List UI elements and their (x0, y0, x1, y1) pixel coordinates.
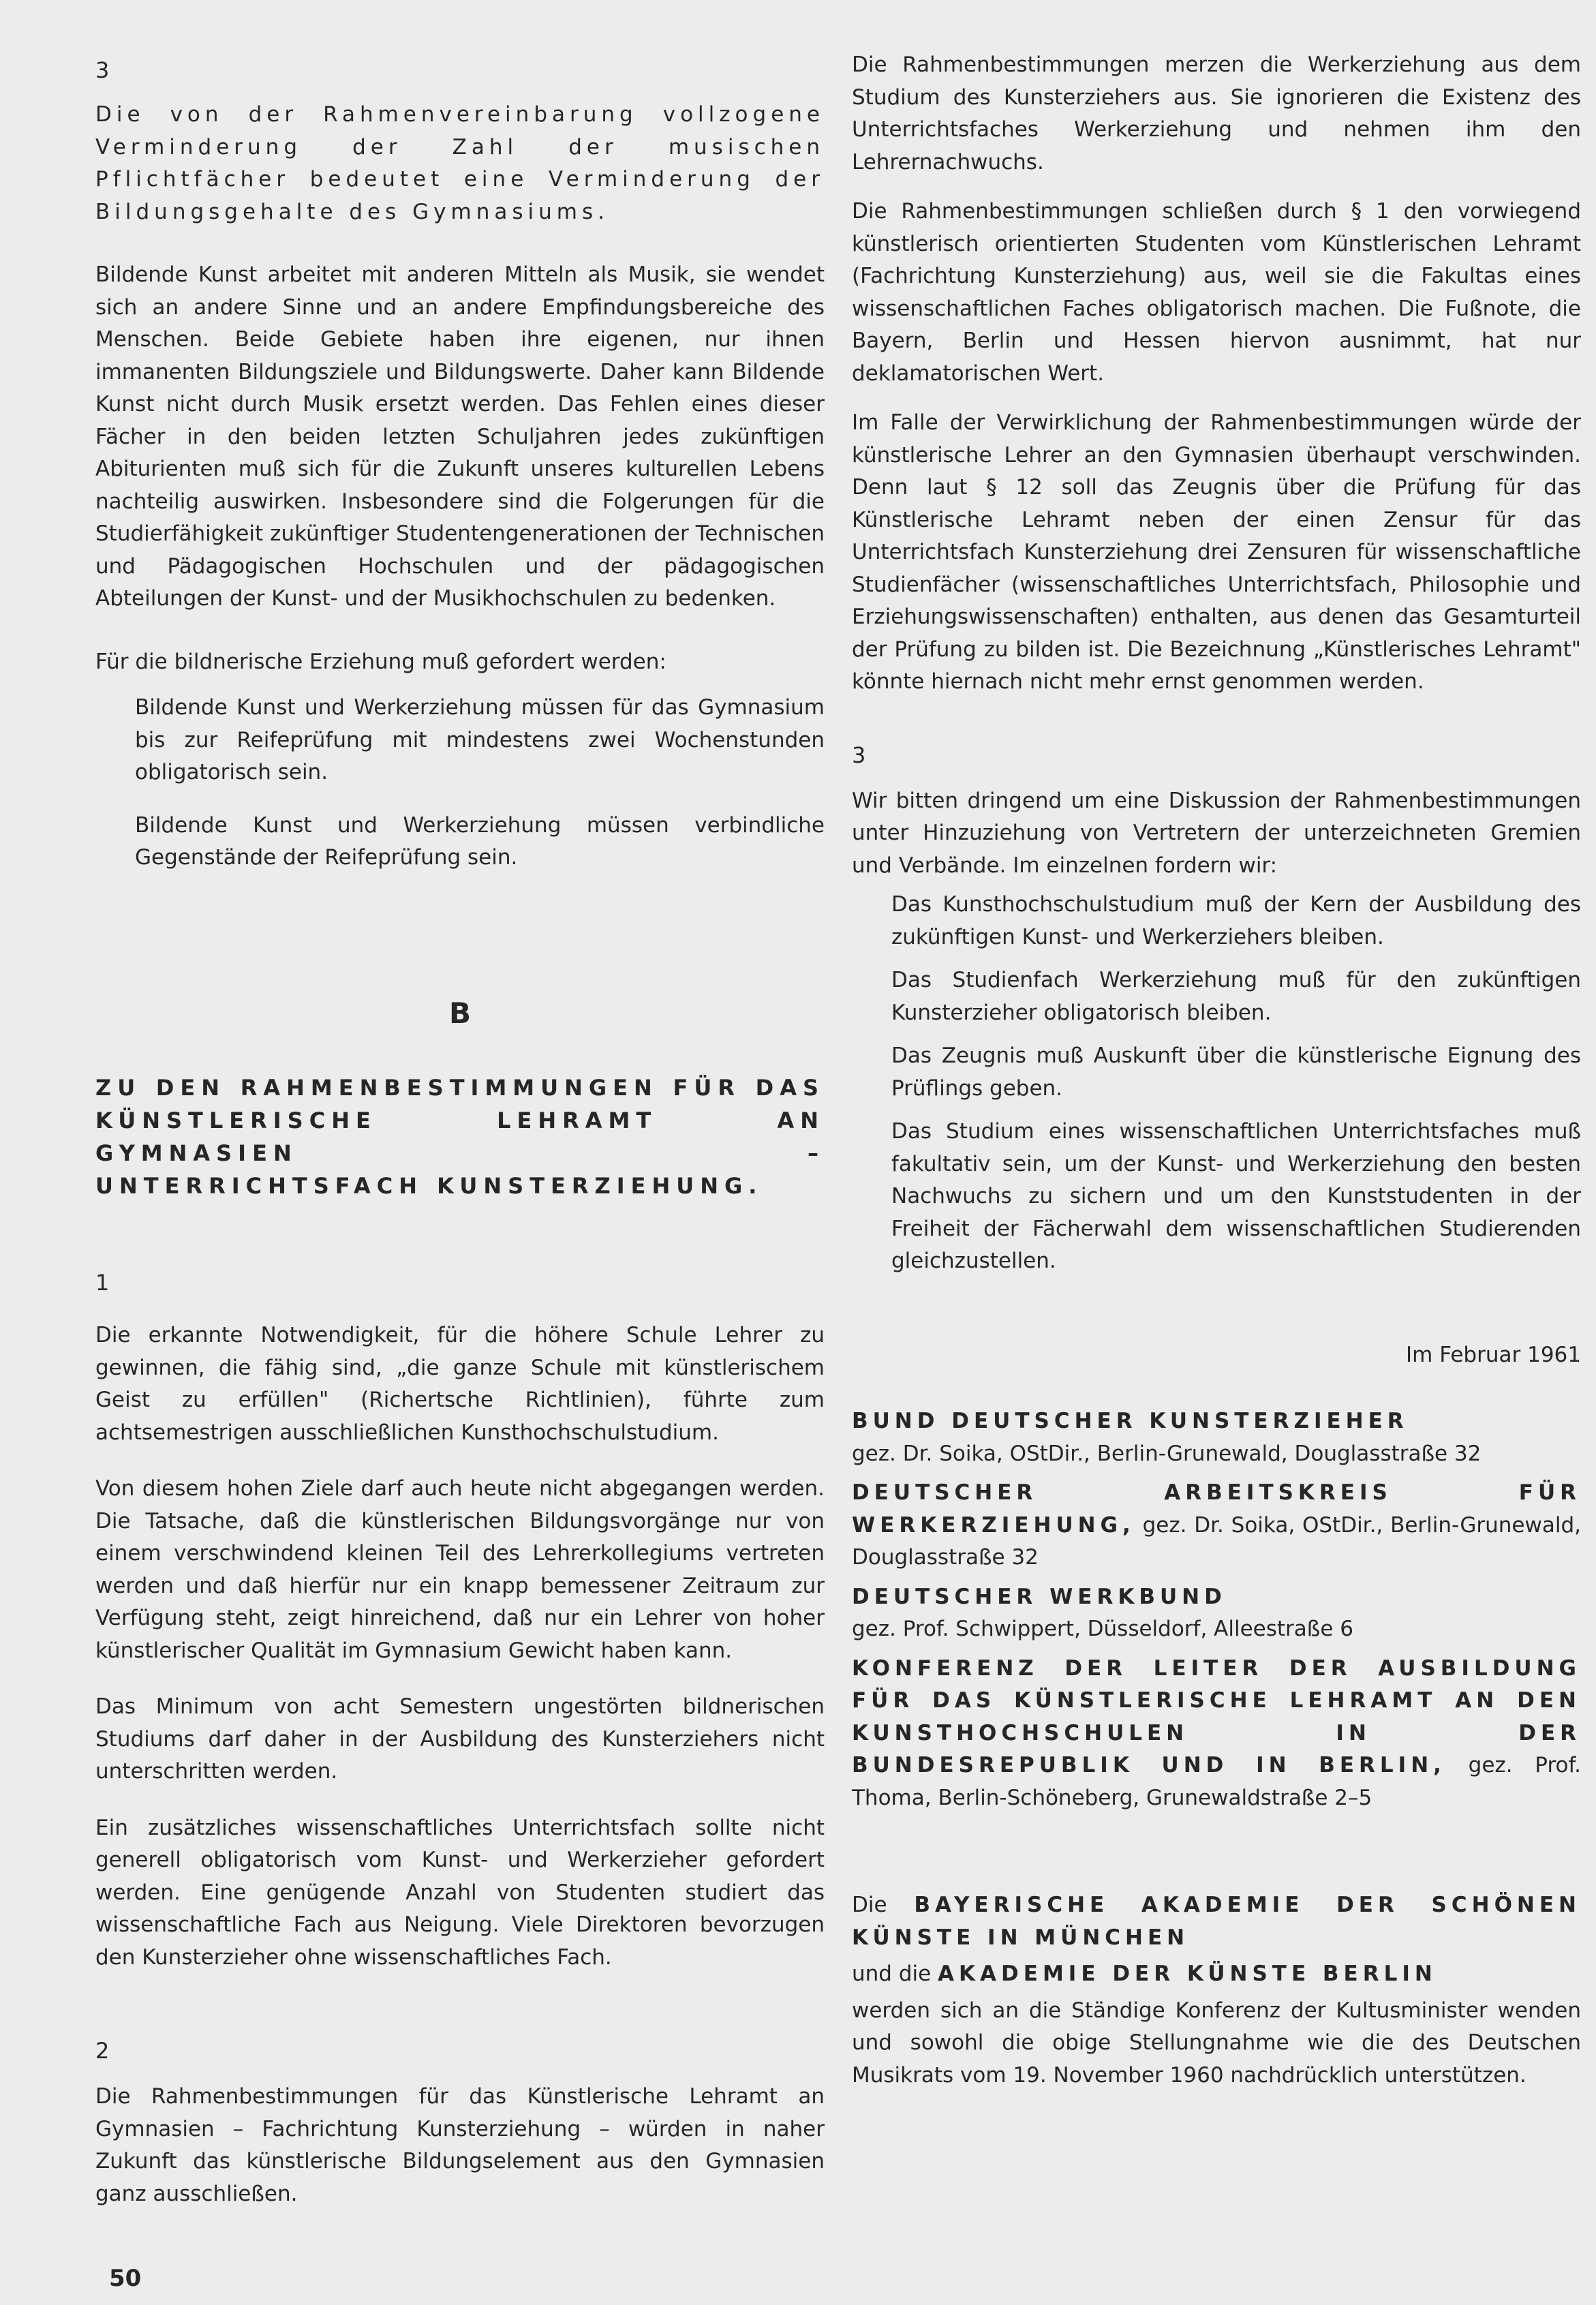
organization-name: AKADEMIE DER KÜNSTE BERLIN (938, 1961, 1437, 1986)
section-number: 3 (95, 57, 110, 83)
closing-word: Die (852, 1893, 915, 1917)
closing-note (852, 1889, 1581, 2092)
demand-item: Das Studienfach Werkerziehung muß für den zukünftigen Kunsterzieher obligatorisch bleiben. (891, 968, 1581, 1025)
signatory-detail: gez. Prof. Thoma, Berlin-Schöneberg, Grunewaldstraße 2–5 (852, 1753, 1582, 1810)
section-number: 3 (852, 742, 866, 768)
signatory-block (852, 1653, 1581, 1815)
page-number: 50 (109, 2265, 142, 2292)
paragraph: Die Rahmenbestimmungen für das Künstlerische Lehramt an Gymnasien – Fachrichtung Kunsterziehung – würden in naher Zukunft das künstlerische Bildungselement aus den Gymnasien ganz ausschließen. (95, 2084, 825, 2206)
paragraph: Wir bitten dringend um eine Diskussion der Rahmenbestimmungen unter Hinzuziehung von Vertretern der unterzeichneten Gremien und Verbände. Im einzelnen fordern wir: (852, 788, 1581, 878)
paragraph: Die erkannte Notwendigkeit, für die höhere Schule Lehrer zu gewinnen, die fähig sind, „die ganze Schule mit künstlerischem Geist zu erfüllen" (Richertsche Richtlinien), führte zum achtsemestrigen ausschließlichen Kunsthochschulstudium. (95, 1323, 825, 1445)
left-column (95, 55, 825, 2210)
demand-item: Bildende Kunst und Werkerziehung müssen verbindliche Gegenstände der Reifeprüfung sein. (135, 812, 825, 870)
paragraph: Ein zusätzliches wissenschaftliches Unterrichtsfach sollte nicht generell obligatorisch vom Kunst- und Werkerzieher gefordert werden. Eine genügende Anzahl von Studenten studiert das wissenschaftliche Fach aus Neigung. Viele Direktoren bevorzugen den Kunsterzieher ohne wissenschaftliches Fach. (95, 1815, 825, 1970)
section-letter: B (448, 996, 471, 1030)
heading-line: ZU DEN RAHMENBESTIMMUNGEN FÜR DAS (95, 1075, 825, 1101)
paragraph: Die Rahmenbestimmungen merzen die Werkerziehung aus dem Studium des Kunsterziehers aus. Sie ignorieren die Existenz des Unterrichtsfaches Werkerziehung und nehmen ihm den Lehrernachwuchs. (852, 52, 1581, 174)
signatory (852, 1477, 1581, 1574)
closing-line (852, 1958, 1581, 1991)
paragraph: Das Minimum von acht Semestern ungestörten bildnerischen Studiums darf daher in der Ausbildung des Kunsterziehers nicht unterschritten werden. (95, 1694, 825, 1784)
section-heading (95, 1071, 825, 1202)
demand-item: Das Kunsthochschulstudium muß der Kern der Ausbildung des zukünftigen Kunst- und Werkerziehers bleiben. (891, 892, 1581, 949)
paragraph: Für die bildnerische Erziehung muß gefordert werden: (95, 649, 666, 674)
signatory-detail: gez. Dr. Soika, OStDir., Berlin-Grunewald, Douglasstraße 32 (852, 1512, 1581, 1570)
heading-line: UNTERRICHTSFACH KUNSTERZIEHUNG. (95, 1173, 763, 1199)
paragraph: Bildende Kunst arbeitet mit anderen Mitteln als Musik, sie wendet sich an andere Sinne und an andere Empfindungsbereiche des Menschen. Beide Gebiete haben ihre eigenen, nur ihnen immanenten Bildungsziele und Bildungswerte. Daher kann Bildende Kunst nicht durch Musik ersetzt werden. Das Fehlen eines dieser Fächer in den beiden letzten Schuljahren jedes zukünftigen Abiturienten muß sich für die Zukunft unseres kulturellen Lebens nachteilig auswirken. Insbesondere sind die Folgerungen für die Studierfähigkeit zukünftiger Studentengenerationen der Technischen und Pädagogischen Hochschulen und der pädagogischen Abteilungen der Kunst- und der Musikhochschulen zu bedenken. (95, 262, 825, 611)
organization-name: BAYERISCHE AKADEMIE DER SCHÖNEN KÜNSTE IN MÜNCHEN (852, 1893, 1581, 1950)
section-number: 2 (95, 2038, 110, 2064)
demand-item: Das Zeugnis muß Auskunft über die künstlerische Eignung des Prüflings geben. (891, 1043, 1581, 1101)
demand-item: Bildende Kunst und Werkerziehung müssen für das Gymnasium bis zur Reifeprüfung mit mindestens zwei Wochenstunden obligatorisch sein. (135, 695, 825, 784)
organization-name: DEUTSCHER ARBEITSKREIS FÜR WERKERZIEHUNG, (852, 1480, 1581, 1538)
organization-name: KONFERENZ DER LEITER DER AUSBILDUNG FÜR DAS KÜNSTLERISCHE LEHRAMT AN DEN KUNSTHOCHSCHULEN IN DER BUNDESREPUBLIK UND IN BERLIN, (852, 1655, 1581, 1777)
paragraph: Die von der Rahmenvereinbarung vollzogene Verminderung der Zahl der musischen Pflichtfächer bedeutet eine Verminderung der Bildungsgehalte des Gymnasiums. (95, 102, 825, 224)
signatory (852, 1653, 1581, 1815)
organization-name: DEUTSCHER WERKBUND (852, 1584, 1227, 1609)
signatory-block (852, 1477, 1581, 1574)
signatory-detail: gez. Dr. Soika, OStDir., Berlin-Grunewald, Douglasstraße 32 (852, 1441, 1482, 1466)
organization-name: BUND DEUTSCHER KUNSTERZIEHER (852, 1409, 1409, 1433)
closing-word: und die (852, 1961, 938, 1986)
signatory (852, 1405, 1581, 1470)
right-column (852, 49, 1581, 2092)
signatory (852, 1581, 1581, 1646)
paragraph: Von diesem hohen Ziele darf auch heute nicht abgegangen werden. Die Tatsache, daß die künstlerischen Bildungsvorgänge nur von einem verschwindend kleinen Teil des Lehrerkollegiums vertreten werden und daß hierfür nur ein knapp bemessener Zeitraum zur Verfügung steht, zeigt hinreichend, daß nur ein Lehrer von hoher künstlerischer Qualität im Gymnasium Gewicht haben kann. (95, 1476, 825, 1663)
closing-line (852, 1889, 1581, 1954)
heading-line: KÜNSTLERISCHE LEHRAMT AN GYMNASIEN – (95, 1108, 825, 1166)
paragraph: Die Rahmenbestimmungen schließen durch § 1 den vorwiegend künstlerisch orientierten Studenten vom Künstlerischen Lehramt (Fachrichtung Kunsterziehung) aus, weil sie die Fakultas eines wissenschaftlichen Faches obligatorisch machen. Die Fußnote, die Bayern, Berlin und Hessen hiervon ausnimmt, hat nur deklamatorischen Wert. (852, 199, 1581, 386)
paragraph: werden sich an die Ständige Konferenz der Kultusminister wenden und sowohl die obige Stellungnahme wie die des Deutschen Musikrats vom 19. November 1960 nachdrücklich unterstützen. (852, 1998, 1581, 2088)
paragraph: Im Falle der Verwirklichung der Rahmenbestimmungen würde der künstlerische Lehrer an den Gymnasien überhaupt verschwinden. Denn laut § 12 soll das Zeugnis über die Prüfung für das Künstlerische Lehramt neben der einen Zensur für das Unterrichtsfach Kunsterziehung drei Zensuren für wissenschaftliche Studienfächer (wissenschaftliches Unterrichtsfach, Philosophie und Erziehungswissenschaften) enthalten, aus denen das Gesamturteil der Prüfung zu bilden ist. Die Bezeichnung „Künstlerisches Lehramt" könnte hiernach nicht mehr ernst genommen werden. (852, 410, 1581, 694)
date-line: Im Februar 1961 (1406, 1342, 1581, 1367)
demand-item: Das Studium eines wissenschaftlichen Unterrichtsfaches muß fakultativ sein, um der Kunst- und Werkerziehung den besten Nachwuchs zu sichern und um den Kunststudenten in der Freiheit der Fächerwahl dem wissenschaftlichen Studierenden gleichzustellen. (891, 1119, 1581, 1273)
signatory-detail: gez. Prof. Schwippert, Düsseldorf, Alleestraße 6 (852, 1617, 1353, 1641)
section-number: 1 (95, 1270, 110, 1296)
